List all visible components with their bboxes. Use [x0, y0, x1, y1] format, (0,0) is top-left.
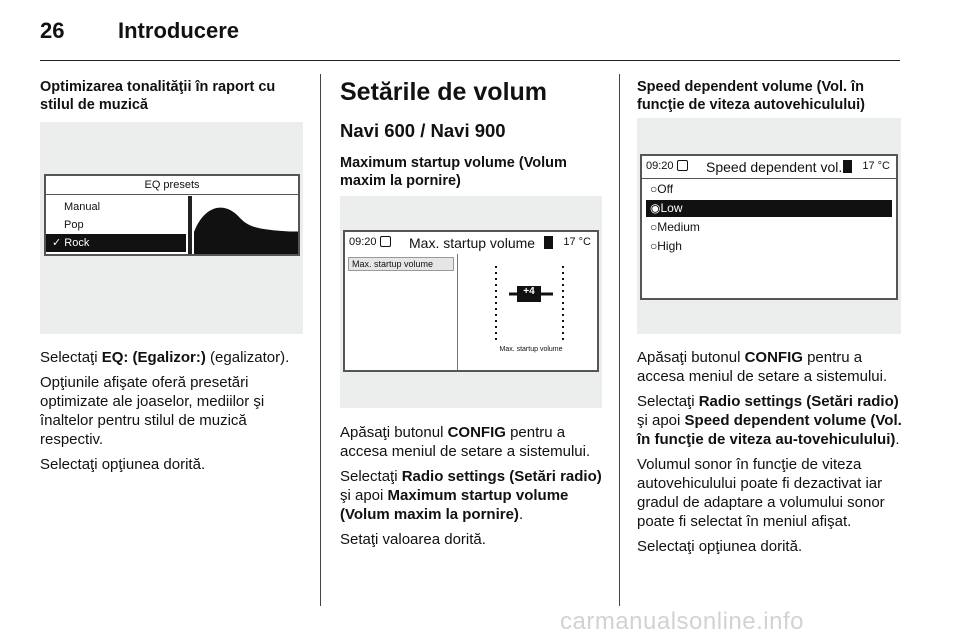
- navigation-icon: [677, 160, 688, 171]
- eq-item-manual[interactable]: Manual: [64, 201, 101, 213]
- max-volume-display: [343, 230, 599, 372]
- paragraph: Selectaţi opţiunea dorită.: [637, 538, 803, 555]
- radio-selected-icon: ◉: [650, 201, 661, 215]
- speed-volume-display: [640, 154, 898, 300]
- clock: 09:20: [646, 160, 674, 172]
- column-3-text: [637, 348, 907, 556]
- option-off[interactable]: ○Off: [650, 182, 674, 196]
- paragraph: Apăsaţi butonul CONFIG pentru a accesa meniul de setare a sistemului.: [637, 349, 888, 385]
- menu-tab[interactable]: Max. startup volume: [348, 257, 454, 271]
- column-2-text: [340, 423, 608, 549]
- radio-empty-icon: ○: [650, 239, 658, 253]
- screen-title: Max. startup volume: [409, 235, 536, 251]
- phone-icon: [544, 236, 553, 249]
- section-title: Setările de volum: [340, 78, 548, 106]
- eq-item-pop[interactable]: Pop: [64, 219, 84, 231]
- option-low[interactable]: ◉Low: [646, 200, 892, 217]
- volume-value: +4: [523, 286, 535, 297]
- paragraph: Volumul sonor în funcţie de viteza autovehiculului poate fi dezactivat iar gradul de adaptare a volumului sonor poate fi selectat în meniul afişat.: [637, 456, 885, 530]
- eq-item-rock[interactable]: [46, 234, 186, 252]
- section-subtitle: Navi 600 / Navi 900: [340, 120, 506, 141]
- eq-title: EQ presets: [46, 176, 298, 195]
- column-divider-2: [619, 74, 620, 606]
- column-1: [40, 78, 308, 114]
- max-volume-screenshot: [340, 196, 602, 408]
- volume-slider-graphic[interactable]: [473, 262, 593, 342]
- menu-panel: [345, 254, 458, 370]
- speed-volume-screenshot: [637, 118, 901, 334]
- eq-curve-graphic: [194, 196, 298, 254]
- temperature: 17 °C: [862, 160, 890, 172]
- paragraph: Selectaţi Radio settings (Setări radio) şi apoi Maximum startup volume (Volum maxim la pornire).: [340, 468, 602, 523]
- eq-scrollbar[interactable]: [188, 196, 192, 254]
- paragraph: Apăsaţi butonul CONFIG pentru a accesa meniul de setare a sistemului.: [340, 424, 591, 460]
- max-volume-heading: Maximum startup volume (Volum maxim la pornire): [340, 155, 567, 189]
- status-bar: [642, 156, 896, 179]
- radio-empty-icon: ○: [650, 220, 658, 234]
- page-number: 26: [40, 18, 65, 43]
- eq-item-rock-label: Rock: [64, 237, 90, 249]
- clock: 09:20: [349, 236, 377, 248]
- watermark: carmanualsonline.info: [560, 608, 804, 635]
- column-1-text: [40, 348, 312, 474]
- paragraph: Opţiunile afişate oferă presetări optimizate ale joaselor, mediilor şi înaltelor pentru stilul de muzică respectiv.: [40, 374, 265, 448]
- status-bar: [345, 232, 597, 254]
- paragraph: Selectaţi Radio settings (Setări radio) şi apoi Speed dependent volume (Vol. în funcţie de viteza au-tovehiculului).: [637, 393, 902, 448]
- paragraph: Selectaţi EQ: (Egalizor:) (egalizator).: [40, 349, 290, 366]
- eq-display: [44, 174, 300, 256]
- header-rule: [40, 60, 900, 61]
- temperature: 17 °C: [563, 236, 591, 248]
- chapter-title: Introducere: [118, 18, 240, 43]
- slider-caption: Max. startup volume: [499, 346, 563, 353]
- eq-screenshot: [40, 122, 303, 334]
- eq-heading: Optimizarea tonalităţii în raport cu stilul de muzică: [40, 79, 276, 113]
- paragraph: Setaţi valoarea dorită.: [340, 531, 486, 548]
- column-2: [340, 78, 608, 190]
- checkmark-icon: ✓: [52, 237, 62, 249]
- radio-empty-icon: ○: [650, 182, 658, 196]
- screen-title: Speed dependent vol.: [706, 159, 843, 175]
- speed-volume-heading: Speed dependent volume (Vol. în funcţie de viteza autovehiculului): [637, 79, 866, 113]
- column-divider-1: [320, 74, 321, 606]
- navigation-icon: [380, 236, 391, 247]
- paragraph: Selectaţi opţiunea dorită.: [40, 456, 206, 473]
- option-medium[interactable]: ○Medium: [650, 220, 700, 234]
- column-3: [637, 78, 905, 114]
- option-high[interactable]: ○High: [650, 239, 682, 253]
- phone-icon: [843, 160, 852, 173]
